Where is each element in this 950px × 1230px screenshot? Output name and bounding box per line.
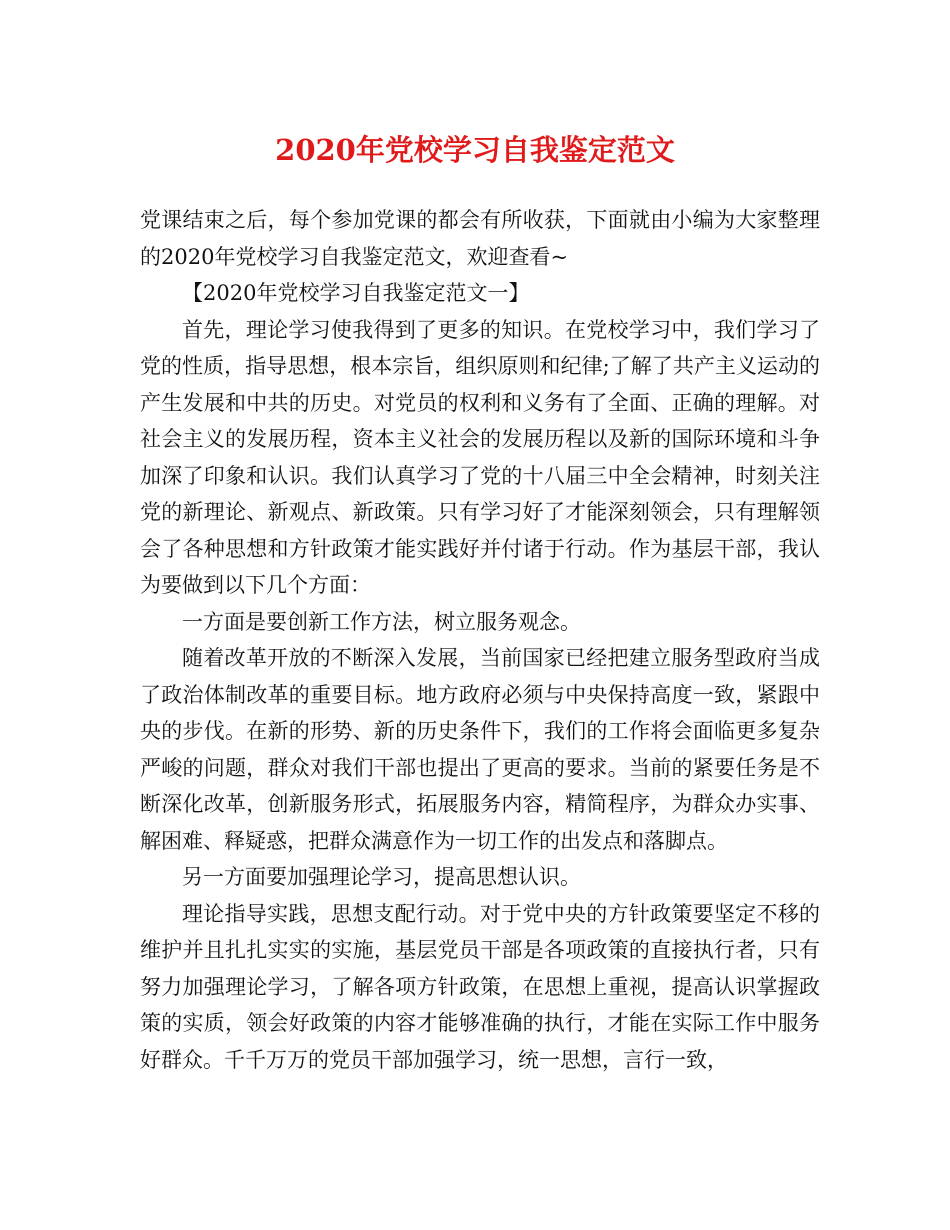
body-paragraph: 首先，理论学习使我得到了更多的知识。在党校学习中，我们学习了党的性质，指导思想，根本宗旨，组织原则和纪律;了解了共产主义运动的产生发展和中共的历史。对党员的权利和义务有了全面、正确的理解。对社会主义的发展历程，资本主义社会的发展历程以及新的国际环境和斗争加深了印象和认识。我们认真学习了党的十八届三中全会精神，时刻关注党的新理论、新观点、新政策。只有学习好了才能深刻领会，只有理解领会了各种思想和方针政策才能实践好并付诸于行动。作为基层干部，我认为要做到以下几个方面：: [140, 317, 820, 597]
document-title: 2020年党校学习自我鉴定范文: [275, 133, 675, 167]
document-body: [140, 202, 820, 1078]
intro-paragraph: 党课结束之后，每个参加党课的都会有所收获，下面就由小编为大家整理的2020年党校学习自我鉴定范文，欢迎查看~: [140, 208, 820, 269]
point-heading-one: 一方面是要创新工作方法，树立服务观念。: [182, 609, 581, 634]
body-paragraph: 理论指导实践，思想支配行动。对于党中央的方针政策要坚定不移的维护并且扎扎实实的实施，基层党员干部是各项政策的直接执行者，只有努力加强理论学习，了解各项方针政策，在思想上重视，提高认识掌握政策的实质，领会好政策的内容才能够准确的执行，才能在实际工作中服务好群众。千千万万的党员干部加强学习，统一思想，言行一致，: [140, 901, 820, 1072]
section-heading: 【2020年党校学习自我鉴定范文一】: [182, 281, 530, 305]
point-heading-two: 另一方面要加强理论学习，提高思想认识。: [182, 865, 581, 889]
body-paragraph: 随着改革开放的不断深入发展，当前国家已经把建立服务型政府当成了政治体制改革的重要目标。地方政府必须与中央保持高度一致，紧跟中央的步伐。在新的形势、新的历史条件下，我们的工作将会面临更多复杂严峻的问题，群众对我们干部也提出了更高的要求。当前的紧要任务是不断深化改革，创新服务形式，拓展服务内容，精简程序，为群众办实事、解困难、释疑惑，把群众满意作为一切工作的出发点和落脚点。: [140, 646, 820, 853]
